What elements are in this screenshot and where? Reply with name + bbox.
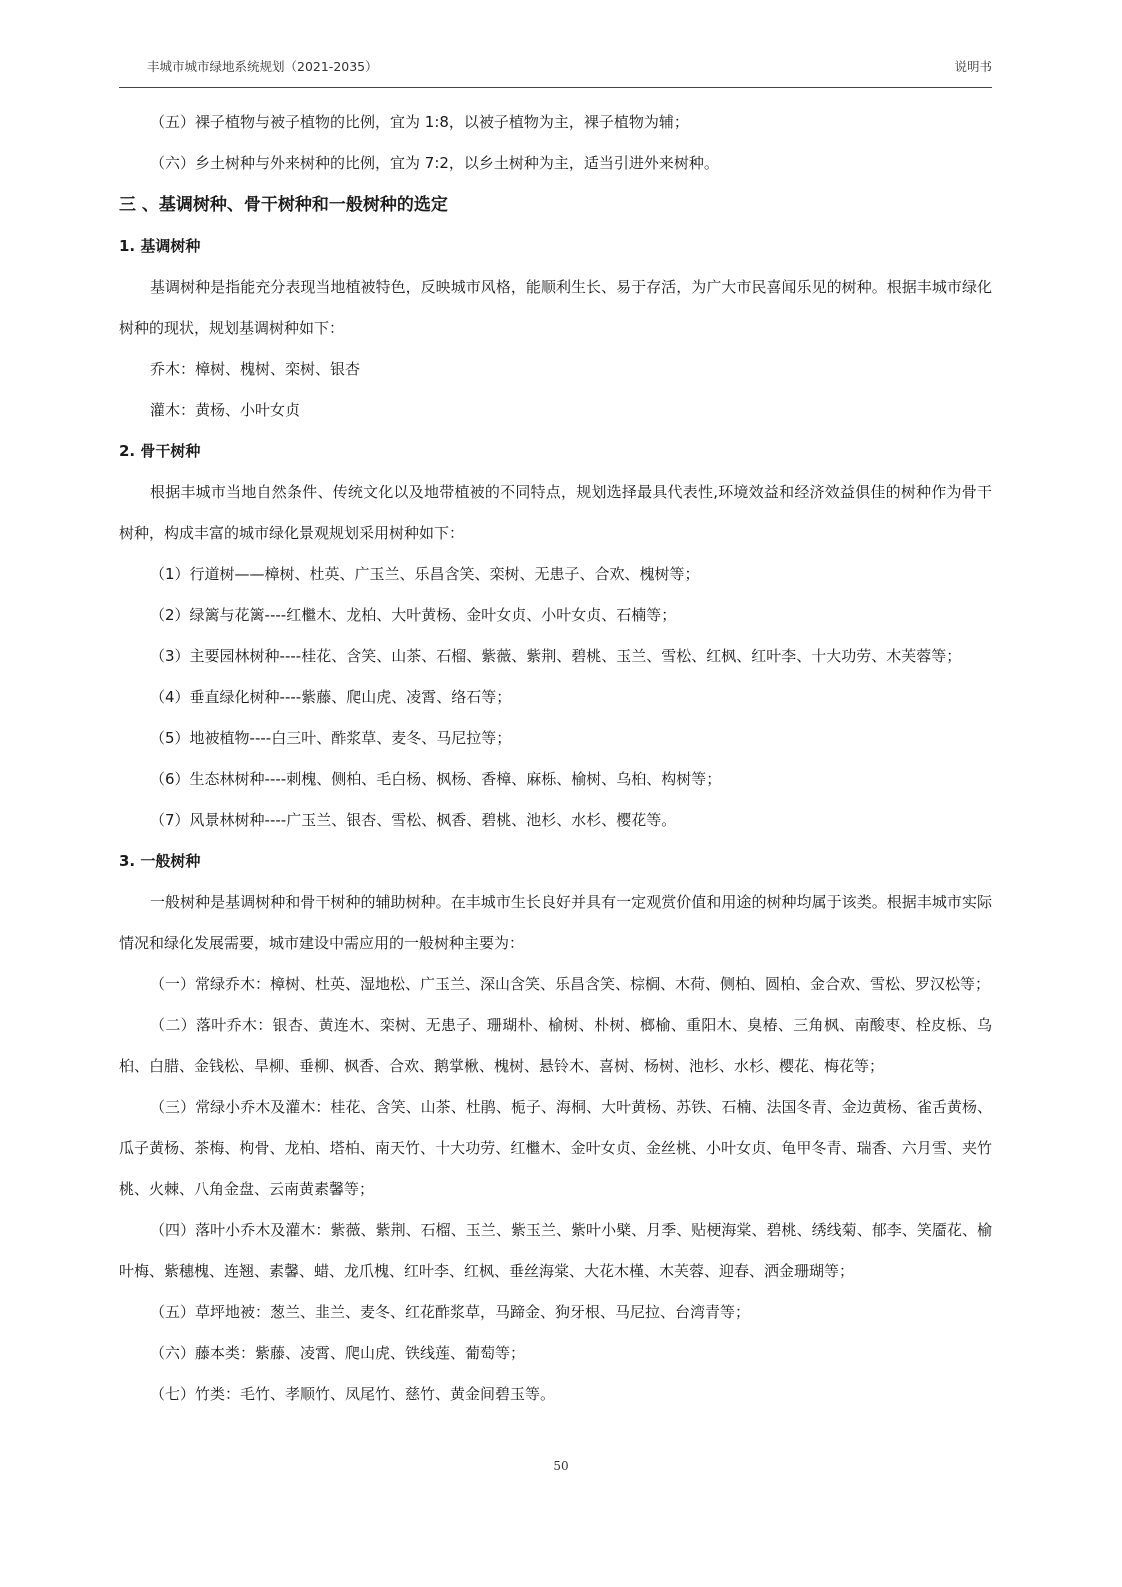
body-paragraph: （六）乡土树种与外来树种的比例，宜为 7:2，以乡土树种为主，适当引进外来树种。 bbox=[150, 154, 719, 172]
body-paragraph: （四）落叶小乔木及灌木：紫薇、紫荆、石榴、玉兰、紫玉兰、紫叶小檗、月季、贴梗海棠、碧桃、绣线菊、郁李、笑靥花、榆叶梅、紫穗槐、连翘、素馨、蜡、龙爪槐、红叶李、红枫、垂丝海棠、大花木槿、木芙蓉、迎春、洒金珊瑚等； bbox=[119, 1221, 992, 1280]
body-paragraph: （五）裸子植物与被子植物的比例，宜为 1:8，以被子植物为主，裸子植物为辅； bbox=[150, 113, 689, 131]
body-paragraph: （1）行道树——樟树、杜英、广玉兰、乐昌含笑、栾树、无患子、合欢、槐树等； bbox=[150, 565, 700, 583]
body-paragraph: （2）绿篱与花篱----红檵木、龙柏、大叶黄杨、金叶女贞、小叶女贞、石楠等； bbox=[150, 606, 677, 624]
body-paragraph: （三）常绿小乔木及灌木：桂花、含笑、山茶、杜鹃、栀子、海桐、大叶黄杨、苏铁、石楠、法国冬青、金边黄杨、雀舌黄杨、瓜子黄杨、茶梅、枸骨、龙柏、塔柏、南天竹、十大功劳、红檵木、金叶女贞、金丝桃、小叶女贞、龟甲冬青、瑞香、六月雪、夹竹桃、火棘、八角金盘、云南黄素馨等； bbox=[119, 1098, 992, 1198]
body-paragraph: （6）生态林树种----刺槐、侧柏、毛白杨、枫杨、香樟、麻栎、榆树、乌桕、构树等； bbox=[150, 770, 722, 788]
body-paragraph: 基调树种是指能充分表现当地植被特色，反映城市风格，能顺利生长、易于存活，为广大市民喜闻乐见的树种。根据丰城市绿化树种的现状，规划基调树种如下： bbox=[119, 278, 992, 337]
body-paragraph: （六）藤本类：紫藤、凌霄、爬山虎、铁线莲、葡萄等； bbox=[150, 1344, 526, 1362]
header-divider bbox=[119, 87, 992, 88]
body-paragraph: （七）竹类：毛竹、孝顺竹、凤尾竹、慈竹、黄金间碧玉等。 bbox=[150, 1385, 556, 1403]
body-paragraph: （3）主要园林树种----桂花、含笑、山茶、石榴、紫薇、紫荆、碧桃、玉兰、雪松、红枫、红叶李、十大功劳、木芙蓉等； bbox=[150, 647, 962, 665]
header-title: 丰城市城市绿地系统规划（2021-2035） bbox=[147, 59, 378, 74]
subsection-heading: 1. 基调树种 bbox=[119, 237, 201, 255]
section-heading: 三 、基调树种、骨干树种和一般树种的选定 bbox=[119, 195, 448, 215]
body-paragraph: （4）垂直绿化树种----紫藤、爬山虎、凌霄、络石等； bbox=[150, 688, 512, 706]
body-paragraph: 乔木：樟树、槐树、栾树、银杏 bbox=[150, 360, 361, 378]
body-paragraph: 根据丰城市当地自然条件、传统文化以及地带植被的不同特点，规划选择最具代表性,环境效益和经济效益俱佳的树种作为骨干树种，构成丰富的城市绿化景观规划采用树种如下： bbox=[119, 483, 992, 542]
body-paragraph: （一）常绿乔木：樟树、杜英、湿地松、广玉兰、深山含笑、乐昌含笑、棕榈、木荷、侧柏、圆柏、金合欢、雪松、罗汉松等； bbox=[150, 975, 991, 993]
page-number: 50 bbox=[553, 1459, 569, 1473]
body-paragraph: （五）草坪地被：葱兰、韭兰、麦冬、红花酢浆草，马蹄金、狗牙根、马尼拉、台湾青等； bbox=[150, 1303, 751, 1321]
body-paragraph: （5）地被植物----白三叶、酢浆草、麦冬、马尼拉等； bbox=[150, 729, 512, 747]
body-paragraph: 一般树种是基调树种和骨干树种的辅助树种。在丰城市生长良好并具有一定观赏价值和用途的树种均属于该类。根据丰城市实际情况和绿化发展需要，城市建设中需应用的一般树种主要为： bbox=[119, 893, 992, 952]
header-doc-type: 说明书 bbox=[954, 59, 992, 74]
body-paragraph: 灌木：黄杨、小叶女贞 bbox=[150, 401, 301, 419]
body-paragraph: （7）风景林树种----广玉兰、银杏、雪松、枫香、碧桃、池杉、水杉、樱花等。 bbox=[150, 811, 677, 829]
subsection-heading: 3. 一般树种 bbox=[119, 852, 201, 870]
body-content bbox=[119, 102, 992, 1415]
body-paragraph: （二）落叶乔木：银杏、黄连木、栾树、无患子、珊瑚朴、榆树、朴树、榔榆、重阳木、臭椿、三角枫、南酸枣、栓皮栎、乌桕、白腊、金钱松、旱柳、垂柳、枫香、合欢、鹅掌楸、槐树、悬铃木、喜树、杨树、池杉、水杉、樱花、梅花等； bbox=[119, 1016, 992, 1075]
subsection-heading: 2. 骨干树种 bbox=[119, 442, 201, 460]
page-header bbox=[147, 57, 992, 79]
